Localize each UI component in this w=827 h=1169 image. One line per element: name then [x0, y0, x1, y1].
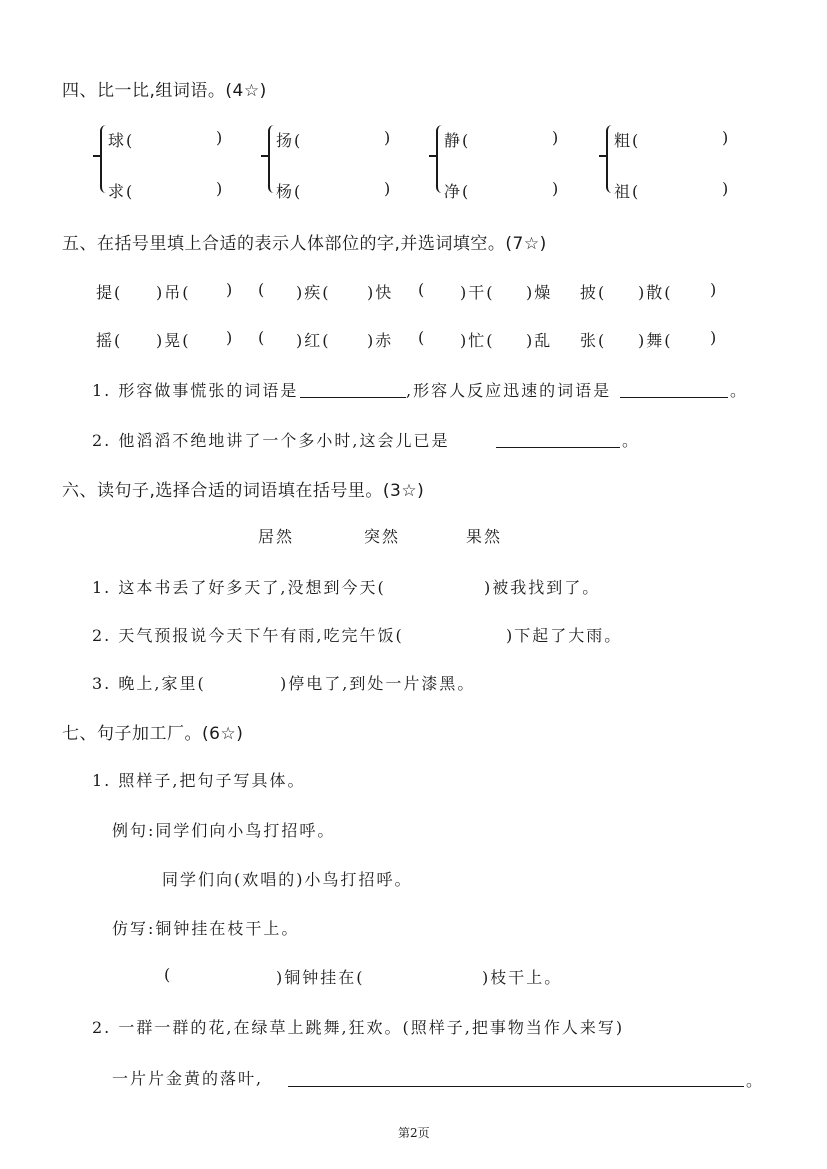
paren-close: )	[722, 179, 731, 198]
idiom-part: )舞(	[638, 331, 673, 350]
idiom-part: 摇(	[96, 331, 123, 350]
question-7-2-lead: 一片片金黄的落叶,	[112, 1069, 264, 1088]
imitate-end: )枝干上。	[482, 968, 563, 987]
imitate-sentence: 仿写:铜钟挂在枝干上。	[112, 919, 300, 938]
idiom-part: )赤	[367, 331, 394, 350]
idiom-part: )忙(	[460, 331, 495, 350]
idiom-part: )	[710, 328, 719, 347]
word-choice: 居然	[258, 527, 295, 546]
idiom-part: (	[418, 328, 427, 347]
paren-close: )	[722, 128, 731, 147]
question-5-1-part-a: 1. 形容做事慌张的词语是	[92, 381, 299, 400]
idiom-part: )快	[367, 283, 394, 302]
question-6-1-part-b: )被我找到了。	[484, 578, 601, 597]
section-5-title: 五、在括号里填上合适的表示人体部位的字,并选词填空。(7☆)	[62, 234, 547, 254]
idiom-part: )乱	[526, 331, 553, 350]
section-7-title: 七、句子加工厂。(6☆)	[62, 724, 244, 744]
question-6-3-part-a: 3. 晚上,家里(	[92, 674, 206, 693]
answer-blank[interactable]	[288, 1086, 744, 1087]
question-7-2: 2. 一群一群的花,在绿草上跳舞,狂欢。(照样子,把事物当作人来写)	[92, 1018, 625, 1037]
idiom-part: )燥	[526, 283, 553, 302]
imitate-paren-open: (	[164, 965, 173, 984]
paren-close: )	[552, 179, 561, 198]
word-choice: 果然	[466, 527, 503, 546]
example-sentence: 例句:同学们向小鸟打招呼。	[112, 821, 336, 840]
period: 。	[730, 381, 749, 400]
idiom-part: )	[226, 328, 235, 347]
imitate-middle: )铜钟挂在(	[276, 968, 365, 987]
section-4-title: 四、比一比,组词语。(4☆)	[62, 81, 267, 101]
idiom-part: )散(	[638, 283, 673, 302]
answer-blank[interactable]	[300, 397, 406, 398]
period: 。	[746, 1071, 765, 1090]
paren-close: )	[384, 128, 393, 147]
page-number: 第2页	[398, 1126, 430, 1140]
char-label: 粗(	[614, 131, 641, 150]
char-label: 扬(	[276, 131, 303, 150]
question-5-2: 2. 他滔滔不绝地讲了一个多小时,这会儿已是	[92, 431, 450, 450]
idiom-part: )	[710, 280, 719, 299]
idiom-part: )	[226, 280, 235, 299]
paren-close: )	[216, 179, 225, 198]
char-label: 求(	[108, 182, 135, 201]
answer-blank[interactable]	[496, 447, 620, 448]
char-label: 祖(	[614, 182, 641, 201]
answer-blank[interactable]	[620, 397, 728, 398]
idiom-part: (	[258, 280, 267, 299]
question-5-1-part-b: ,形容人反应迅速的词语是	[406, 381, 612, 400]
idiom-part: 披(	[580, 283, 607, 302]
question-6-3-part-b: )停电了,到处一片漆黑。	[280, 674, 476, 693]
question-6-2-part-a: 2. 天气预报说今天下午有雨,吃完午饭(	[92, 626, 404, 645]
char-label: 杨(	[276, 182, 303, 201]
idiom-part: )干(	[460, 283, 495, 302]
question-6-2-part-b: )下起了大雨。	[506, 626, 623, 645]
idiom-part: )吊(	[156, 283, 191, 302]
paren-close: )	[384, 179, 393, 198]
char-label: 净(	[444, 182, 471, 201]
char-label: 静(	[444, 131, 471, 150]
idiom-part: (	[258, 328, 267, 347]
question-6-1-part-a: 1. 这本书丢了好多天了,没想到今天(	[92, 578, 386, 597]
idiom-part: 张(	[580, 331, 607, 350]
example-expanded: 同学们向(欢唱的)小鸟打招呼。	[162, 870, 413, 889]
idiom-part: )疾(	[296, 283, 331, 302]
paren-close: )	[552, 128, 561, 147]
question-7-1: 1. 照样子,把句子写具体。	[92, 771, 306, 790]
period: 。	[622, 431, 641, 450]
idiom-part: )红(	[296, 331, 331, 350]
idiom-part: )晃(	[156, 331, 191, 350]
paren-close: )	[216, 128, 225, 147]
section-6-title: 六、读句子,选择合适的词语填在括号里。(3☆)	[62, 481, 425, 501]
char-label: 球(	[108, 131, 135, 150]
idiom-part: 提(	[96, 283, 123, 302]
word-choice: 突然	[364, 527, 401, 546]
idiom-part: (	[418, 280, 427, 299]
